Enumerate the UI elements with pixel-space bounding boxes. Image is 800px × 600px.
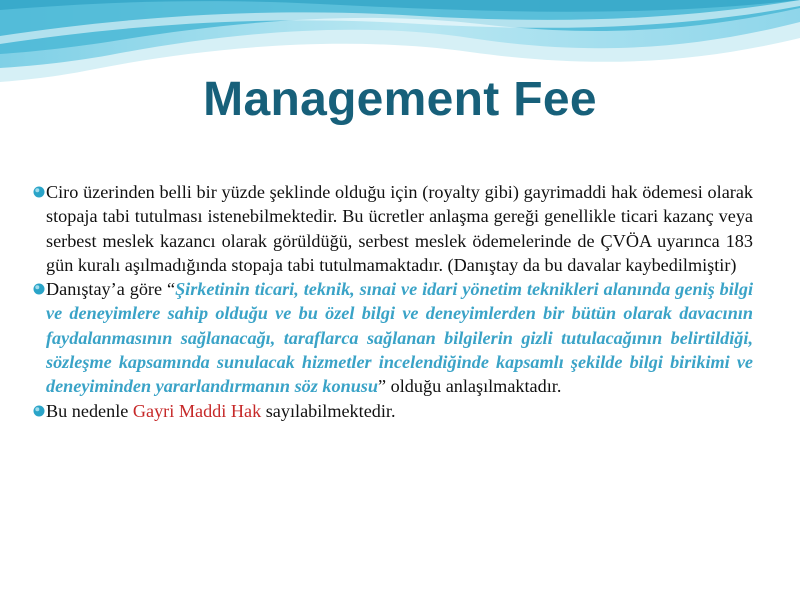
- paragraph-prefix: Bu nedenle: [46, 400, 133, 421]
- page-title: Management Fee: [203, 73, 597, 126]
- bullet-paragraph-1: [46, 180, 753, 277]
- bullet-list: [46, 180, 753, 423]
- paragraph-suffix: ” olduğu anlaşılmaktadır.: [378, 376, 562, 397]
- highlighted-term: Gayri Maddi Hak: [132, 400, 262, 421]
- paragraph-suffix: sayılabilmektedir.: [261, 400, 396, 421]
- bullet-paragraph-3: [46, 399, 753, 423]
- teal-disc-bullet-icon: [33, 405, 45, 417]
- court-quote: Şirketinin ticari, teknik, sınai ve idari yönetim teknikleri alanında geniş bilgi ve deneyimlere sahip olduğu ve bu özel bilgi ve deneyimlerden bir bütün olarak davacının faydalanmasının sağlanacağı, taraflarca sağlanan bilgilerin gizli tutulacağının belirtildiği, sözleşme kapsamında sunulacak hizmetler incelendiğinde kapsamlı şekilde bilgi birikimi ve deneyiminden yararlandırmanın söz konusu: [46, 279, 753, 397]
- teal-disc-bullet-icon: [33, 283, 45, 295]
- bullet-paragraph-2: [46, 277, 753, 398]
- paragraph-prefix: Danıştay’a göre “: [46, 279, 176, 300]
- teal-disc-bullet-icon: [33, 186, 45, 198]
- paragraph-text: Ciro üzerinden belli bir yüzde şeklinde olduğu için (royalty gibi) gayrimaddi hak ödemesi olarak stopaja tabi tutulması istenebilmektedir. Bu ücretler anlaşma gereği genellikle ticari kazanç veya serbest meslek kazancı olarak görüldüğü, serbest meslek ödemelerinde de ÇVÖA uyarınca 183 gün kuralı aşılmadığında stopaja tabi tutulmamaktadır. (Danıştay da bu davalar kaybedilmiştir): [46, 182, 753, 275]
